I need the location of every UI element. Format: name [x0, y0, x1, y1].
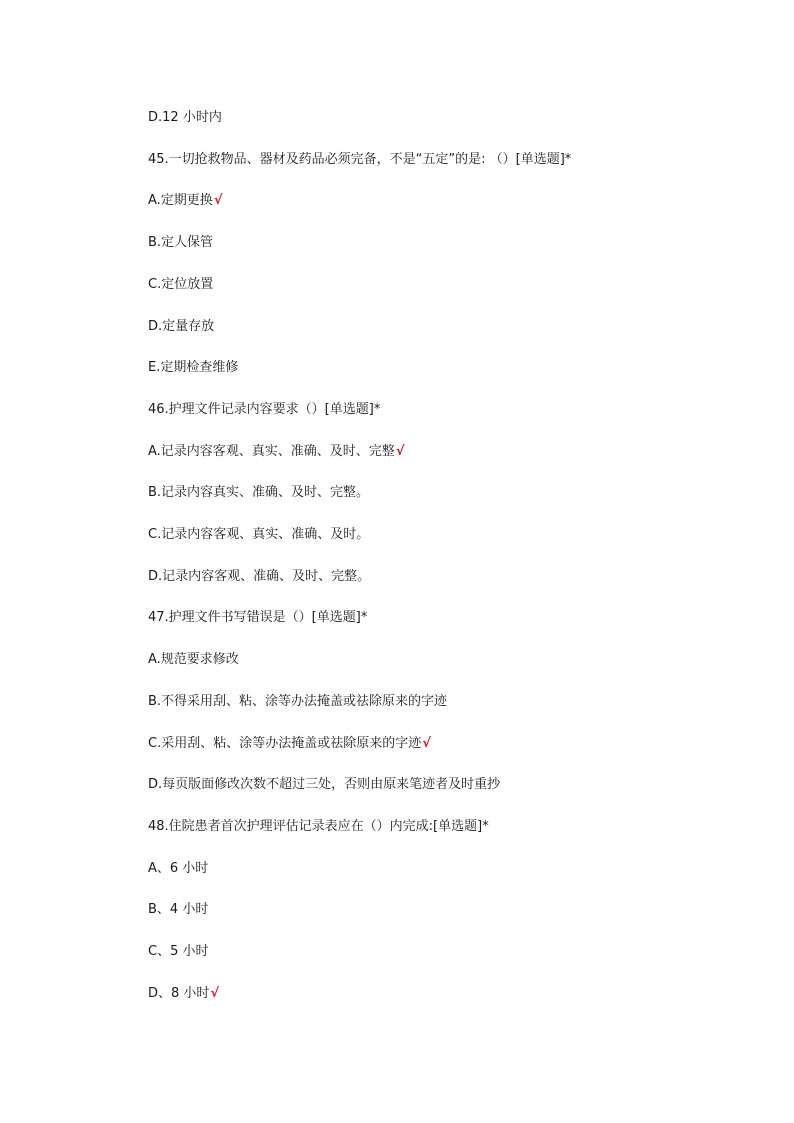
- document-line: [148, 568, 370, 586]
- document-line: [148, 818, 489, 836]
- line-text: 46.护理文件记录内容要求（）[单选题]*: [148, 402, 381, 417]
- document-line: [148, 484, 369, 502]
- line-text: D.12 小时内: [148, 110, 222, 125]
- answer-check-mark: √: [210, 986, 220, 1001]
- line-text: B.不得采用刮、粘、涂等办法掩盖或祛除原来的字迹: [148, 694, 448, 709]
- document-line: [148, 151, 571, 169]
- document-line: [148, 985, 219, 1003]
- document-line: [148, 359, 238, 377]
- line-text: C、5 小时: [148, 944, 209, 959]
- document-line: [148, 276, 213, 294]
- document-line: [148, 901, 208, 919]
- document-line: [148, 401, 380, 419]
- line-text: C.定位放置: [148, 277, 214, 292]
- line-text: C.采用刮、粘、涂等办法掩盖或祛除原来的字迹: [148, 736, 422, 751]
- line-text: 47.护理文件书写错误是（）[单选题]*: [148, 610, 368, 625]
- document-line: [148, 693, 447, 711]
- line-text: D.记录内容客观、准确、及时、完整。: [148, 569, 371, 584]
- document-line: [148, 609, 367, 627]
- document-line: [148, 776, 500, 794]
- document-line: [148, 860, 208, 878]
- document-line: [148, 943, 208, 961]
- line-text: D、8 小时: [148, 986, 210, 1001]
- line-text: E.定期检查维修: [148, 360, 239, 375]
- line-text: B.记录内容真实、准确、及时、完整。: [148, 485, 370, 500]
- document-line: [148, 443, 404, 461]
- document-line: [148, 526, 369, 544]
- document-line: [148, 192, 222, 210]
- answer-check-mark: √: [422, 736, 431, 751]
- line-text: B.定人保管: [148, 235, 214, 250]
- answer-check-mark: √: [213, 193, 223, 208]
- document-line: [148, 234, 213, 252]
- document-line: [148, 109, 222, 127]
- line-text: 48.住院患者首次护理评估记录表应在（）内完成:[单选题]*: [148, 819, 489, 834]
- line-text: B、4 小时: [148, 902, 209, 917]
- document-line: [148, 318, 214, 336]
- line-text: 45.一切抢救物品、器材及药品必须完备，不是“五定”的是: （）[单选题]*: [148, 152, 572, 167]
- line-text: D.定量存放: [148, 319, 215, 334]
- line-text: A.记录内容客观、真实、准确、及时、完整: [148, 444, 395, 459]
- document-line: [148, 651, 239, 669]
- document-line: [148, 735, 431, 753]
- line-text: C.记录内容客观、真实、准确、及时。: [148, 527, 370, 542]
- answer-check-mark: √: [395, 444, 405, 459]
- line-text: A、6 小时: [148, 861, 209, 876]
- line-text: A.规范要求修改: [148, 652, 239, 667]
- line-text: A.定期更换: [148, 193, 213, 208]
- line-text: D.每页版面修改次数不超过三处，否则由原来笔迹者及时重抄: [148, 777, 501, 792]
